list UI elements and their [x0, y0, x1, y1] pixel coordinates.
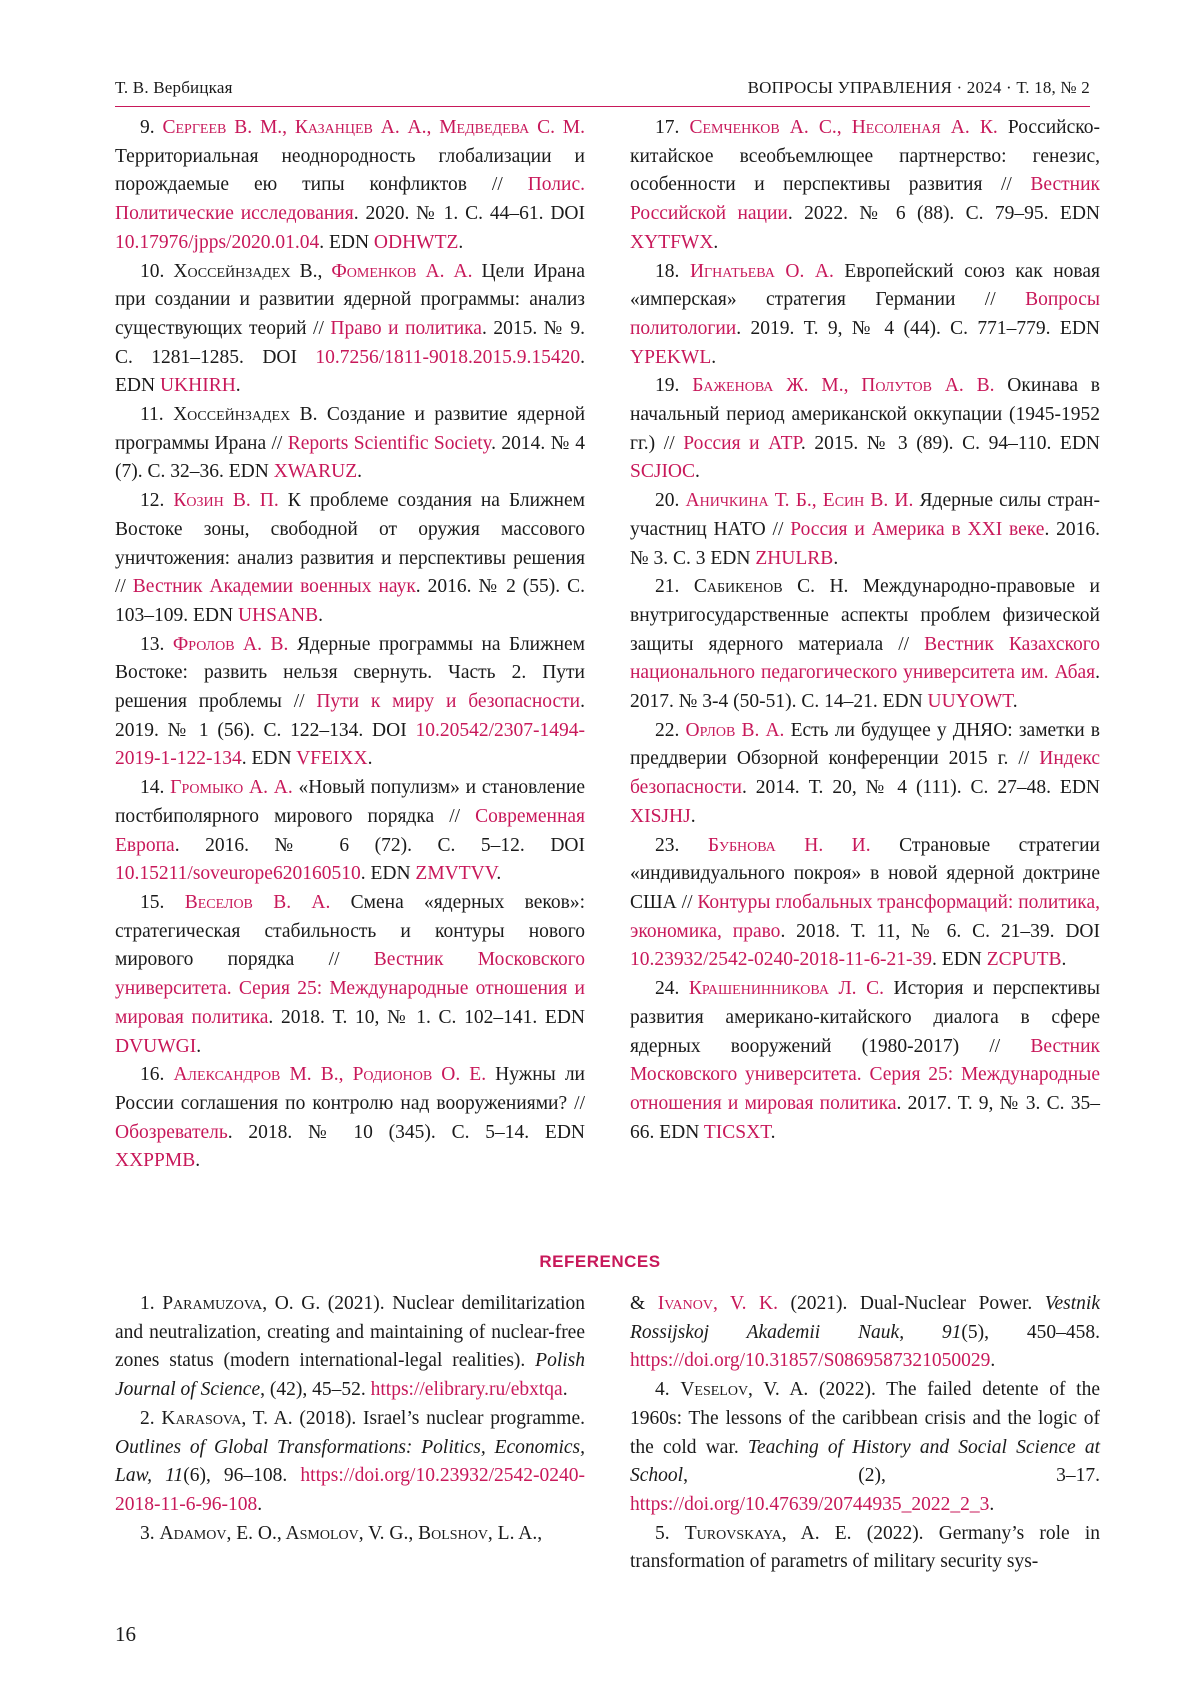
reference-entry [115, 1520, 585, 1549]
reference-entry [115, 487, 585, 631]
reference-end: . [357, 461, 362, 483]
reference-number: 5. [655, 1522, 685, 1544]
reference-entry [630, 1376, 1100, 1520]
reference-source-link[interactable]: Вестник Московского университета. Серия 25: Международные отношения и мировая политика [630, 1035, 1100, 1114]
reference-authors: Turovskaya, A. E. [684, 1522, 852, 1544]
reference-details: . 2015. № 3 (89). С. 94–110. EDN [800, 432, 1101, 454]
reference-details: . 2016. № 2 (55). С. 103–109. EDN [115, 576, 585, 626]
reference-entry [630, 1520, 1100, 1577]
reference-details: . 2015. № 9. С. 1281–1285. DOI [115, 317, 585, 368]
reference-edn-link[interactable]: SCJIOC [630, 461, 696, 483]
reference-number: 14. [140, 777, 171, 799]
reference-title: Окинава в начальный период американской оккупации (1945-1952 гг.) // [630, 375, 1100, 454]
reference-entry [115, 258, 585, 402]
reference-doi-link[interactable]: 10.7256/1811-9018.2015.9.15420 [315, 346, 581, 368]
reference-authors-link[interactable]: Фролов А. В. [172, 633, 289, 655]
reference-end: . [1061, 949, 1067, 971]
reference-end: . [695, 461, 700, 483]
reference-authors: Paramuzova, O. G. [162, 1293, 321, 1314]
reference-edn-link[interactable]: XXPPMB [115, 1150, 196, 1172]
reference-title: Российско-китайское всеобъемлющее партнерство: генезис, особенности и перспективы развития // [630, 117, 1100, 196]
reference-end: . [367, 748, 373, 770]
reference-number: 10. [140, 260, 174, 282]
reference-edn-link[interactable]: XWARUZ [273, 461, 358, 483]
reference-details: . 2022. № 6 (88). С. 79–95. EDN [787, 203, 1100, 225]
reference-title: К проблеме создания на Ближнем Востоке зоны, свободной от оружия массового уничтожения: анализ развития и перспективы решения // [115, 490, 585, 598]
reference-edn-label: . EDN [115, 346, 585, 397]
reference-number: 15. [140, 891, 185, 913]
reference-doi-link[interactable]: 10.17976/jpps/2020.01.04 [115, 231, 320, 253]
reference-edn-link[interactable]: UHSANB [237, 604, 319, 626]
reference-edn-label: . EDN [241, 748, 297, 770]
reference-number: 9. [140, 117, 163, 138]
reference-end: . [833, 547, 839, 569]
reference-source-link[interactable]: Reports Scientific Society [287, 432, 492, 454]
reference-entry [630, 573, 1100, 717]
reference-entry [115, 1405, 585, 1520]
reference-number: 13. [140, 633, 173, 655]
reference-authors-link[interactable]: Орлов В. А. [685, 719, 785, 741]
reference-source-link[interactable]: Обозреватель [115, 1121, 228, 1143]
reference-number: 11. [140, 404, 174, 426]
reference-entry [630, 1290, 1100, 1376]
reference-authors-link[interactable]: Бубнова Н. И. [707, 834, 871, 856]
reference-edn-link[interactable]: ZMVTVV [415, 863, 497, 885]
reference-number: 1. [140, 1293, 163, 1314]
reference-edn-link[interactable]: ZHULRB [755, 547, 834, 569]
reference-authors-link[interactable]: Баженова Ж. М., Полутов А. В. [692, 375, 995, 397]
reference-end: . [196, 1035, 202, 1057]
reference-authors-link[interactable]: Веселов В. А. [184, 891, 331, 913]
reference-end: . [713, 231, 719, 253]
page-number: 16 [115, 1622, 136, 1646]
reference-edn-label: . EDN [932, 949, 987, 971]
reference-number: 18. [655, 260, 690, 282]
reference-edn-link[interactable]: UKHIRH [159, 375, 236, 397]
reference-source-link[interactable]: Контуры глобальных трансформаций: политика, экономика, право [630, 891, 1100, 942]
reference-end: . [195, 1150, 201, 1172]
reference-authors-link[interactable]: Семченков А. С., Несоленая А. К. [689, 117, 998, 138]
reference-number: 16. [140, 1064, 174, 1086]
reference-details: (6), 96–108. [183, 1465, 301, 1487]
reference-number: 23. [655, 834, 708, 856]
reference-number: 21. [655, 576, 694, 598]
reference-authors-link[interactable]: Александров М. В., Родионов О. Е. [173, 1064, 487, 1086]
reference-title: (2022). The failed detente of the 1960s: The lessons of the caribbean crisis and the logic of the cold war. [630, 1379, 1100, 1458]
reference-entry [630, 372, 1100, 487]
reference-title: Международно-правовые и внутригосударственные аспекты проблем физической защиты ядерного материала // [630, 576, 1100, 655]
reference-title: Ядерные силы стран-участниц НАТО // [630, 490, 1100, 540]
reference-source: Outlines of Global Transformations: Politics, Economics, Law, 11 [115, 1436, 585, 1487]
reference-end: . [711, 346, 717, 368]
reference-source-link[interactable]: Индекс безопасности [630, 748, 1100, 799]
reference-number: 3. [140, 1522, 160, 1544]
reference-edn-link[interactable]: VFEIXX [296, 748, 368, 770]
reference-details: . 2018. Т. 10, № 1. С. 102–141. EDN [268, 1006, 585, 1028]
reference-end: . [770, 1121, 776, 1143]
reference-end: . [496, 863, 502, 885]
header-author: Т. В. Вербицкая [115, 78, 233, 97]
reference-source-link[interactable]: Полис. Политические исследования [115, 174, 585, 225]
reference-details: . 2014. № 4 (7). С. 32–36. EDN [115, 432, 585, 483]
reference-source: Polish Journal of Science [115, 1350, 585, 1401]
reference-authors-link[interactable]: Ivanov, V. K. [657, 1293, 778, 1314]
reference-source-link[interactable]: Вестник Российской нации [630, 174, 1100, 225]
reference-edn-link[interactable]: UUYOWT [927, 691, 1013, 713]
reference-number: 24. [655, 978, 689, 1000]
reference-edn-link[interactable]: DVUWGI [115, 1035, 197, 1057]
reference-number: 17. [655, 117, 690, 138]
reference-edn-link[interactable]: ODHWTZ [373, 231, 459, 253]
ru-refs-right-column [630, 114, 1100, 1147]
reference-authors-link[interactable]: Крашенинникова Л. С. [688, 978, 884, 1000]
reference-entry [630, 114, 1100, 258]
reference-title: (2018). Israel’s nuclear programme. [292, 1407, 585, 1429]
reference-edn-link[interactable]: XYTFWX [630, 231, 714, 253]
reference-title: Нужны ли России соглашения по контролю над вооружениями? // [115, 1064, 585, 1114]
reference-end: . [562, 1379, 568, 1401]
reference-end: . [257, 1493, 263, 1515]
reference-entry [630, 975, 1100, 1147]
reference-edn-link[interactable]: XISJHJ [630, 805, 691, 827]
reference-details: . 2017. Т. 9, № 3. С. 35–66. EDN [630, 1092, 1100, 1143]
reference-number: 12. [140, 490, 174, 512]
reference-url-link[interactable]: https://doi.org/10.47639/20744935_2022_2_3 [630, 1493, 990, 1515]
reference-end: . [690, 805, 696, 827]
reference-title: Европейский союз как новая «имперская» стратегия Германии // [630, 260, 1100, 311]
reference-doi-link[interactable]: 10.23932/2542-0240-2018-11-6-21-39 [630, 949, 933, 971]
reference-source-link[interactable]: Пути к миру и безопасности [316, 691, 581, 713]
reference-edn-link[interactable]: ZCPUTB [986, 949, 1062, 971]
reference-entry [115, 114, 585, 258]
reference-source-link[interactable]: Россия и АТР [683, 432, 801, 454]
reference-end: . [989, 1493, 995, 1515]
reference-title: Ядерные программы на Ближнем Востоке: развить нельзя свернуть. Часть 2. Пути решения проблемы // [115, 633, 586, 713]
reference-authors: Сабикенов С. Н. [693, 576, 849, 598]
ru-refs-left-column [115, 114, 585, 1176]
reference-authors: Veselov, V. A. [680, 1379, 809, 1401]
reference-edn-link[interactable]: TICSXT [703, 1121, 771, 1143]
reference-entry [115, 631, 585, 775]
reference-source: Vestnik Rossijskoj Akademii Nauk, 91 [630, 1293, 1100, 1343]
reference-authors-link[interactable]: Громыко А. А. [170, 777, 293, 799]
reference-title: (2021). Nuclear demilitarization and neutralization, creating and maintaining of nuclear-free zones status (modern international-legal realities). [115, 1293, 585, 1372]
reference-source-link[interactable]: Россия и Америка в XXI веке [790, 518, 1045, 540]
reference-number: 22. [655, 719, 686, 741]
reference-title: (2021). Dual-Nuclear Power. [777, 1293, 1045, 1314]
reference-source-link[interactable]: Право и политика [330, 317, 482, 339]
reference-entry [115, 774, 585, 889]
reference-entry [115, 1290, 585, 1405]
reference-end: . [318, 604, 324, 626]
reference-authors: Karasova, T. A. [161, 1407, 293, 1429]
reference-title: Есть ли будущее у ДНЯО: заметки в преддверии Обзорной конференции 2015 г. // [630, 719, 1100, 770]
reference-end: . [458, 231, 464, 253]
reference-title: Территориальная неоднородность глобализации и порождаемые ею типы конфликтов // [115, 145, 585, 196]
reference-url-link[interactable]: https://doi.org/10.23932/2542-0240-2018-11-6-96-108 [115, 1465, 585, 1515]
reference-number: 4. [655, 1379, 681, 1401]
running-header [115, 70, 1090, 107]
reference-source-link[interactable]: Современная Европа [115, 805, 585, 856]
reference-edn-label: . EDN [360, 863, 416, 885]
reference-details: , (2), 3–17. [683, 1465, 1100, 1487]
reference-details: . 2017. № 3-4 (50-51). С. 14–21. EDN [630, 662, 1100, 713]
reference-details: . 2019. Т. 9, № 4 (44). С. 771–779. EDN [736, 317, 1100, 339]
reference-doi-link[interactable]: 10.15211/soveurope620160510 [115, 863, 361, 885]
reference-authors-link[interactable]: Игнатьева О. А. [689, 260, 834, 282]
reference-details: . 2016. № 3. С. 3 EDN [630, 518, 1101, 569]
reference-details: , (42), 45–52. [260, 1379, 371, 1401]
reference-end: . [990, 1350, 996, 1372]
reference-doi-link[interactable]: 10.20542/2307-1494-2019-1-122-134 [115, 719, 585, 770]
en-refs-right-column [630, 1290, 1100, 1577]
reference-authors-link[interactable]: Козин В. П. [173, 490, 279, 512]
reference-title: Страновые стратегии «индивидуального покроя» в новой ядерной доктрине США // [630, 834, 1100, 913]
reference-details: . 2018. № 10 (345). С. 5–14. EDN [227, 1121, 585, 1143]
reference-source: Teaching of History and Social Science at School [630, 1436, 1100, 1487]
reference-title: Цели Ирана при создании и развитии ядерной программы: анализ существующих теорий // [115, 260, 586, 339]
reference-entry [630, 717, 1100, 832]
reference-authors-link[interactable]: Аничкина Т. Б., Есин В. И. [685, 490, 914, 512]
reference-end: . [1012, 691, 1018, 713]
reference-title: Создание и развитие ядерной программы Ирана // [115, 404, 586, 454]
reference-entry [115, 889, 585, 1061]
reference-authors-link[interactable]: Фоменков А. А. [331, 260, 473, 282]
reference-source-link[interactable]: Вопросы политологии [630, 289, 1100, 339]
reference-edn-label: . EDN [319, 231, 374, 253]
reference-title: «Новый популизм» и становление постбиполярного мирового порядка // [115, 777, 586, 827]
reference-authors: Adamov, E. O., Asmolov, V. G., Bolshov, L. A., [159, 1522, 543, 1544]
reference-details: . 2016. № 6 (72). С. 5–12. DOI [174, 834, 585, 856]
reference-entry [630, 832, 1100, 976]
reference-details: . 2020. № 1. С. 44–61. DOI [353, 203, 585, 225]
reference-authors: & [630, 1293, 658, 1314]
reference-source-link[interactable]: Вестник Академии военных наук [132, 576, 416, 598]
reference-number: 19. [655, 375, 693, 397]
reference-authors: Хоссейнзадех В., [173, 260, 332, 282]
reference-entry [115, 401, 585, 487]
reference-details: . 2018. Т. 11, № 6. С. 21–39. DOI [780, 920, 1100, 942]
reference-source-link[interactable]: Вестник Казахского национального педагогического университета им. Абая [630, 633, 1100, 684]
references-heading: REFERENCES [539, 1252, 661, 1271]
reference-source-link[interactable]: Вестник Московского университета. Серия 25: Международные отношения и мировая политика [115, 949, 585, 1028]
reference-title: История и перспективы развития американо-китайского диалога в сфере ядерных вооружений (1980-2017) // [630, 978, 1100, 1057]
reference-entry [630, 487, 1100, 573]
reference-details: (5), 450–458. [961, 1321, 1100, 1343]
header-journal: ВОПРОСЫ УПРАВЛЕНИЯ · 2024 · Т. 18, № 2 [747, 78, 1090, 97]
reference-end: . [235, 375, 241, 397]
reference-authors: Хоссейнзадех В. [173, 404, 318, 426]
reference-url-link[interactable]: https://doi.org/10.31857/S0869587321050029 [630, 1350, 991, 1372]
reference-title: Смена «ядерных веков»: стратегическая стабильность и контуры нового мирового порядка // [115, 891, 586, 971]
reference-url-link[interactable]: https://elibrary.ru/ebxtqa [370, 1379, 563, 1401]
reference-edn-link[interactable]: YPEKWL [630, 346, 712, 368]
reference-entry [630, 258, 1100, 373]
reference-authors-link[interactable]: Сергеев В. М., Казанцев А. А., Медведева С. М. [162, 117, 586, 138]
reference-details: . 2019. № 1 (56). С. 122–134. DOI [115, 691, 585, 741]
reference-title: (2022). Germany’s role in transformation of parametrs of military security sys- [630, 1522, 1101, 1573]
reference-number: 2. [140, 1407, 162, 1429]
reference-details: . 2014. Т. 20, № 4 (111). С. 27–48. EDN [741, 777, 1100, 799]
reference-entry [115, 1061, 585, 1176]
en-refs-left-column [115, 1290, 585, 1548]
reference-number: 20. [655, 490, 686, 512]
